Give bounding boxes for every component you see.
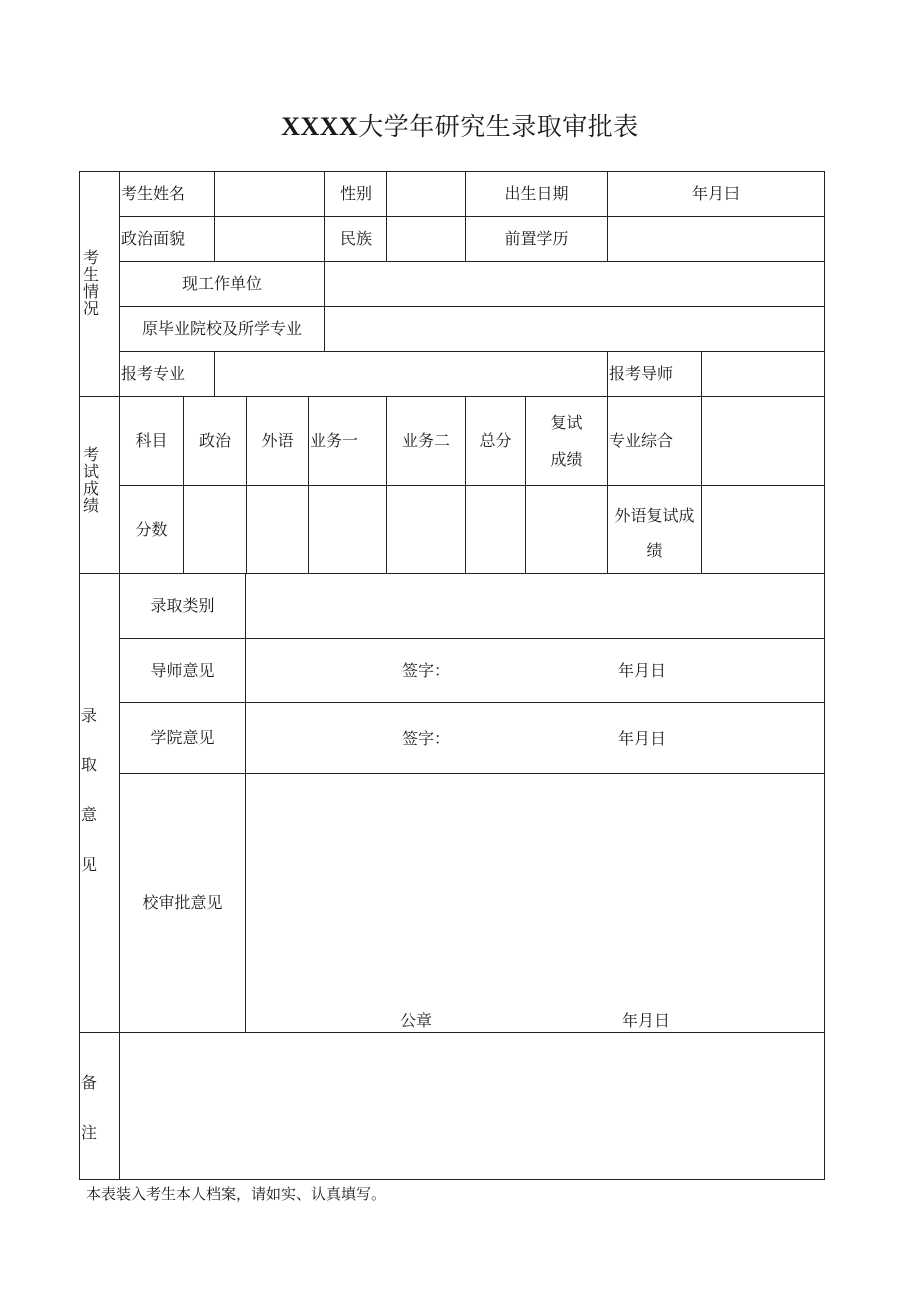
label-name: 考生姓名 (121, 184, 186, 203)
label-retest-2: 成绩 (550, 450, 583, 469)
school-opinion-field[interactable] (246, 774, 824, 1032)
label-prior-edu: 前置学历 (504, 229, 569, 248)
label-major-comprehensive: 专业综合 (609, 431, 674, 450)
section-label-admission-1: 录 (80, 706, 97, 725)
gender-field[interactable] (387, 172, 465, 216)
label-applied-advisor: 报考导师 (609, 364, 674, 383)
ethnicity-field[interactable] (387, 217, 465, 261)
label-gender: 性别 (340, 184, 373, 203)
grad-school-field[interactable] (325, 307, 824, 351)
section-label-remarks-2: 注 (80, 1123, 97, 1142)
section-label-admission-2: 取 (80, 755, 97, 774)
label-work-unit: 现工作单位 (181, 274, 262, 293)
subject-major-1: 业务一 (310, 431, 359, 450)
label-advisor-opinion: 导师意见 (150, 660, 215, 680)
label-school-opinion: 校审批意见 (142, 893, 223, 912)
label-subject: 科目 (135, 431, 168, 450)
section-label-admission-4: 见 (80, 855, 97, 874)
category-field[interactable] (246, 574, 824, 638)
label-political: 政治面貌 (121, 229, 186, 248)
college-opinion-field[interactable] (246, 703, 824, 773)
score-total[interactable] (466, 486, 525, 573)
score-major-2[interactable] (387, 486, 465, 573)
label-birth: 出生日期 (504, 184, 569, 203)
label-category: 录取类别 (150, 596, 215, 615)
label-foreign-retest-2: 绩 (646, 541, 663, 560)
section-label-admission-3: 意 (80, 805, 97, 824)
label-foreign-retest: 外语复试成 (614, 506, 695, 525)
label-college-opinion: 学院意见 (150, 728, 215, 747)
college-sign-label: 签字： (401, 729, 450, 748)
table-border-left (79, 171, 80, 1180)
table-border-bottom (79, 1179, 825, 1180)
table-border-right (824, 171, 825, 1180)
page-title: XXXX大学年研究生录取审批表 (281, 112, 639, 141)
school-date-label: 年月日 (621, 1011, 670, 1030)
major-comprehensive-field[interactable] (702, 397, 824, 485)
col-line (607, 351, 608, 396)
seal-label: 公章 (399, 1011, 432, 1030)
section-label-exam: 考试成绩 (82, 445, 99, 515)
label-ethnicity: 民族 (340, 229, 373, 248)
political-field[interactable] (215, 217, 324, 261)
remarks-field[interactable] (120, 1033, 824, 1179)
prior-edu-field[interactable] (608, 217, 824, 261)
advisor-opinion-field[interactable] (246, 639, 824, 702)
subject-foreign-language: 外语 (261, 431, 294, 450)
applied-advisor-field[interactable] (702, 352, 824, 396)
birth-date-field[interactable]: 年月曰 (691, 184, 740, 203)
score-politics[interactable] (184, 486, 246, 573)
advisor-sign-label: 签字： (401, 661, 450, 680)
advisor-date-label: 年月日 (617, 661, 666, 680)
score-major-1[interactable] (309, 486, 386, 573)
section-label-candidate: 考生情况 (82, 248, 99, 318)
subject-total: 总分 (479, 431, 512, 450)
work-unit-field[interactable] (325, 262, 824, 306)
section-label-remarks-1: 备 (80, 1073, 97, 1092)
label-grad-school: 原毕业院校及所学专业 (141, 319, 302, 338)
subject-major-2: 业务二 (401, 431, 450, 450)
score-foreign-language[interactable] (247, 486, 308, 573)
applied-major-field[interactable] (215, 352, 607, 396)
foreign-retest-field[interactable] (702, 486, 824, 573)
name-field[interactable] (215, 172, 324, 216)
label-retest: 复试 (550, 413, 583, 432)
college-date-label: 年月日 (617, 729, 666, 748)
label-score: 分数 (135, 519, 168, 539)
label-applied-major: 报考专业 (121, 364, 186, 383)
score-retest[interactable] (526, 486, 607, 573)
subject-politics: 政治 (198, 431, 231, 450)
footer-note: 本表装入考生本人档案，请如实、认真填写。 (86, 1185, 387, 1203)
